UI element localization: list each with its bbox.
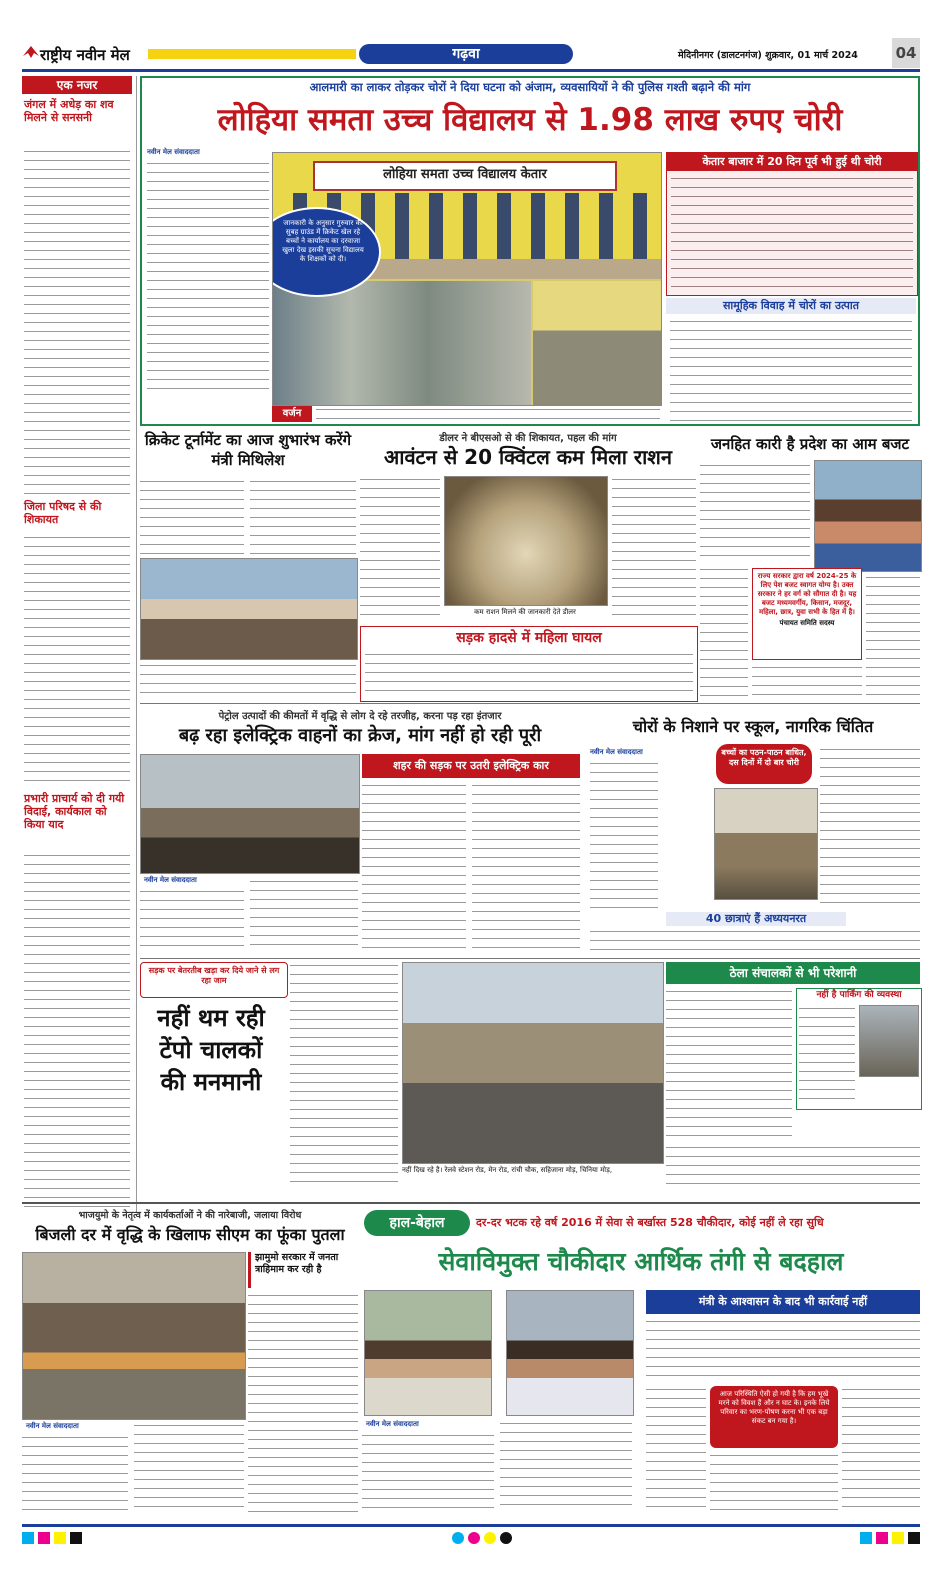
- budget-portrait: [814, 460, 922, 572]
- color-swatch: [54, 1532, 66, 1544]
- budget-body: [700, 566, 748, 698]
- color-swatch: [70, 1532, 82, 1544]
- lead-body: [147, 160, 269, 396]
- accident-headline: सड़क हादसे में महिला घायल: [456, 630, 602, 646]
- school-theft-headline: चोरों के निशाने पर स्कूल, नागरिक चिंतित: [632, 717, 874, 736]
- paper-name: राष्ट्रीय नवीन मेल: [40, 46, 130, 64]
- ev-body: [140, 888, 244, 952]
- chowkidar-subhead: मंत्री के आश्वासन के बाद भी कार्रवाई नहीं: [698, 1295, 868, 1308]
- effigy-photo: [22, 1252, 246, 1420]
- lead-story: [140, 76, 920, 426]
- ek-nazar-column: [22, 76, 132, 1216]
- cricket-body: [250, 478, 356, 554]
- budget-headline: जनहित कारी है प्रदेश का आम बजट: [710, 435, 910, 453]
- chowkidar-tag: हाल-बेहाल: [389, 1215, 445, 1231]
- school-sign-text: लोहिया समता उच्च विद्यालय केतार: [383, 167, 547, 182]
- ration-headline: आवंटन से 20 क्विंटल कम मिला राशन: [384, 445, 672, 469]
- school-photo: [272, 152, 662, 406]
- byline: नवीन मेल संवाददाता: [590, 748, 643, 756]
- ev-story: [140, 708, 580, 954]
- chowkidar-tag-box: [364, 1210, 470, 1236]
- register-mark-icon: [468, 1532, 480, 1544]
- school-theft-callout: [716, 744, 812, 784]
- tempo-kicker: सड़क पर बेतरतीब खड़ा कर दिये जाने से लग रहा जाम: [148, 966, 280, 985]
- lead-kicker: आलमारी का लाकर तोड़कर चोरों ने दिया घटना को अंजाम, व्यवसायियों ने की पुलिस गश्ती बढ़ाने की मांग: [309, 80, 751, 94]
- school-theft-story: [586, 708, 920, 954]
- school-theft-callout-text: बच्चों का पठन-पाठन बाधित, दस दिनों में दो बार चोरी: [721, 748, 807, 767]
- parking-photo: [859, 1005, 919, 1077]
- bijli-kicker: भाजयुमो के नेतृत्व में कार्यकर्ताओं ने की नारेबाजी, जलाया विरोध: [78, 1210, 302, 1221]
- sidebar-headline: केतार बाजार में 20 दिन पूर्व भी हुई थी चोरी: [667, 153, 917, 171]
- chowkidar-photo: [364, 1290, 492, 1416]
- chowkidar-headline: सेवाविमुक्त चौकीदार आर्थिक तंगी से बदहाल: [438, 1247, 844, 1276]
- byline: नवीन मेल संवाददाता: [144, 876, 197, 884]
- chowkidar-kicker: दर-दर भटक रहे वर्ष 2016 में सेवा से बर्खास्त 528 चौकीदार, कोई नहीं ले रहा सुधि: [476, 1216, 824, 1229]
- color-swatch: [892, 1532, 904, 1544]
- parking-body: [799, 1005, 855, 1105]
- tempo-body: [666, 1144, 920, 1184]
- tempo-body: [290, 962, 398, 1184]
- classroom-photo: [714, 788, 818, 900]
- story-headline: जिला परिषद से की शिकायत: [24, 500, 102, 526]
- ev-kicker: पेट्रोल उत्पादों की कीमतों में वृद्धि से लोग दे रहे तरजीह, करना पड़ रहा इंतजार: [218, 711, 502, 722]
- dateline: मेदिनीनगर (डालटनगंज) शुक्रवार, 01 मार्च 2024: [678, 50, 858, 61]
- section-rule: [140, 703, 920, 704]
- lead-tail: [316, 406, 660, 424]
- tempo-subhead: ठेला संचालकों से भी परेशानी: [729, 966, 857, 980]
- tempo-subhead-box: [666, 962, 920, 984]
- ev-subhead: शहर की सड़क पर उतरी इलेक्ट्रिक कार: [393, 759, 549, 772]
- bijli-body: [134, 1422, 244, 1512]
- tempo-story: [140, 962, 920, 1198]
- chowkidar-body: [362, 1432, 494, 1512]
- ev-body: [250, 878, 358, 952]
- ev-subhead-box: [362, 754, 580, 778]
- color-swatch: [38, 1532, 50, 1544]
- chowkidar-body: [646, 1318, 920, 1382]
- ration-body: [360, 476, 440, 622]
- bijli-body: [248, 1292, 358, 1512]
- almirah-photo: [273, 281, 531, 405]
- masthead-rule: [22, 69, 920, 72]
- section-band: [148, 49, 356, 59]
- budget-callout-text: राज्य सरकार द्वारा वर्ष 2024-25 के लिए पेश बजट स्वागत योग्य है। उक्त सरकार ने हर वर्ग को सौगात दी है। यह बजट मध्यमवर्गीय, किसान, मजदूर, महिला, छात्र, युवा सभी के हित में है।: [757, 572, 857, 616]
- section-rule: [22, 1202, 920, 1204]
- school-signboard: [313, 161, 617, 191]
- story-body: [24, 148, 130, 494]
- chowkidar-body: [646, 1386, 706, 1512]
- chowkidar-callout-text: आज परिस्थिति ऐसी हो गयी है कि हम भूखे मरने को विवश हैं और न घाट के। इनके लिये परिवार का भरण-पोषण करना भी एक बड़ा संकट बन गया है।: [718, 1390, 830, 1425]
- sidebar-box: [666, 298, 916, 424]
- tempo-headline: नहीं थम रही टेंपो चालकों की मनमानी: [157, 1004, 265, 1096]
- byline: नवीन मेल संवाददाता: [26, 1422, 79, 1430]
- school-theft-body: [590, 928, 920, 954]
- budget-body: [700, 462, 810, 562]
- bijli-subhead-box: [248, 1252, 361, 1288]
- ration-story: [360, 430, 696, 700]
- ev-scooter-photo: [140, 754, 360, 874]
- sidebar-box: [666, 152, 918, 296]
- budget-body: [752, 664, 862, 698]
- ev-body: [362, 782, 466, 952]
- accident-box: [360, 626, 698, 702]
- parking-headline: नहीं है पार्किंग की व्यवस्था: [816, 990, 902, 1000]
- tempo-body: [666, 988, 792, 1138]
- sidebar-body: [671, 175, 913, 291]
- chowkidar-body: [710, 1452, 838, 1512]
- office-photo: [533, 281, 661, 405]
- budget-callout-name: पंचायत समिति सदस्य: [779, 619, 835, 627]
- chowkidar-body: [842, 1386, 920, 1512]
- story-headline: प्रभारी प्राचार्य को दी गयी विदाई, कार्यकाल को किया याद: [24, 792, 125, 831]
- cricket-body: [140, 478, 244, 554]
- chowkidar-story: [362, 1206, 920, 1516]
- ev-body: [472, 782, 580, 952]
- color-swatch: [22, 1532, 34, 1544]
- section-name: गढ़वा: [359, 44, 573, 64]
- accident-body: [365, 651, 693, 697]
- cricket-caption: [140, 662, 356, 696]
- budget-story: [700, 430, 920, 700]
- tempo-kicker-box: [140, 962, 288, 998]
- paper-logo-icon: [22, 44, 40, 60]
- byline: नवीन मेल संवाददाता: [366, 1420, 419, 1428]
- chowkidar-callout: [710, 1386, 838, 1448]
- ev-headline: बढ़ रहा इलेक्ट्रिक वाहनों का क्रेज, मांग नहीं हो रही पूरी: [178, 725, 542, 746]
- register-mark-icon: [484, 1532, 496, 1544]
- cricket-headline: क्रिकेट टूर्नामेंट का आज शुभारंभ करेंगे मंत्री मिथिलेश: [144, 431, 352, 469]
- color-swatch: [876, 1532, 888, 1544]
- chowkidar-body: [500, 1420, 632, 1512]
- ration-kicker: डीलर ने बीएसओ से की शिकायत, पहल की मांग: [439, 433, 617, 444]
- byline: नवीन मेल संवाददाता: [147, 148, 200, 156]
- budget-body: [866, 574, 920, 698]
- page-number: 04: [892, 38, 920, 68]
- version-tag: वर्जन: [272, 406, 312, 422]
- photo-callout-text: जानकारी के अनुसार गुरुवार की सुबह ग्राउंड में क्रिकेट खेल रहे बच्चों ने कार्यालय का दरवाजा खुला देख इसकी सूचना विद्यालय के शिक्षकों को दी।: [282, 219, 364, 263]
- story-body: [24, 852, 130, 1214]
- ration-body: [612, 476, 696, 622]
- masthead: [22, 38, 920, 68]
- bijli-body: [22, 1434, 128, 1512]
- bijli-subhead: झामुमो सरकार में जनता त्राहिमाम कर रही है: [255, 1252, 339, 1275]
- budget-callout: [752, 568, 862, 660]
- tempo-photo-caption: नहीं दिख रहे है। रेलवे स्टेशन रोड, मेन रोड, रांची चौक, सहिजाना मोड़, चिनिया मोड़,: [402, 1166, 613, 1174]
- lead-headline: लोहिया समता उच्च विद्यालय से 1.98 लाख रुपए चोरी: [217, 102, 843, 138]
- color-swatch: [860, 1532, 872, 1544]
- story-headline: जंगल में अधेड़ का शव मिलने से सनसनी: [24, 98, 114, 124]
- story-body: [24, 534, 130, 788]
- column-divider: [136, 76, 137, 1212]
- register-mark-icon: [500, 1532, 512, 1544]
- cricket-story: [140, 430, 356, 700]
- school-theft-subhead: 40 छात्राएं हैं अध्ययनरत: [666, 912, 846, 926]
- registration-marks: [22, 1532, 920, 1544]
- bijli-headline: बिजली दर में वृद्धि के खिलाफ सीएम का फूंका पुतला: [35, 1225, 345, 1244]
- school-theft-body: [820, 746, 920, 910]
- grain-photo: [444, 476, 608, 606]
- tempo-street-photo: [402, 962, 664, 1164]
- school-theft-body: [590, 760, 658, 910]
- bijli-story: [22, 1206, 358, 1516]
- chowkidar-photo: [506, 1290, 634, 1416]
- section-rule: [140, 958, 920, 959]
- ration-caption: कम राशन मिलने की जानकारी देते डीलर: [474, 608, 576, 616]
- parking-box: [796, 988, 922, 1110]
- color-swatch: [908, 1532, 920, 1544]
- footer-rule: [22, 1524, 920, 1527]
- ek-nazar-label: एक नजर: [22, 76, 132, 94]
- register-mark-icon: [452, 1532, 464, 1544]
- sidebar-headline: सामूहिक विवाह में चोरों का उत्पात: [666, 298, 916, 314]
- sidebar-body: [670, 318, 912, 422]
- cricket-photo: [140, 558, 358, 660]
- chowkidar-subhead-box: [646, 1290, 920, 1314]
